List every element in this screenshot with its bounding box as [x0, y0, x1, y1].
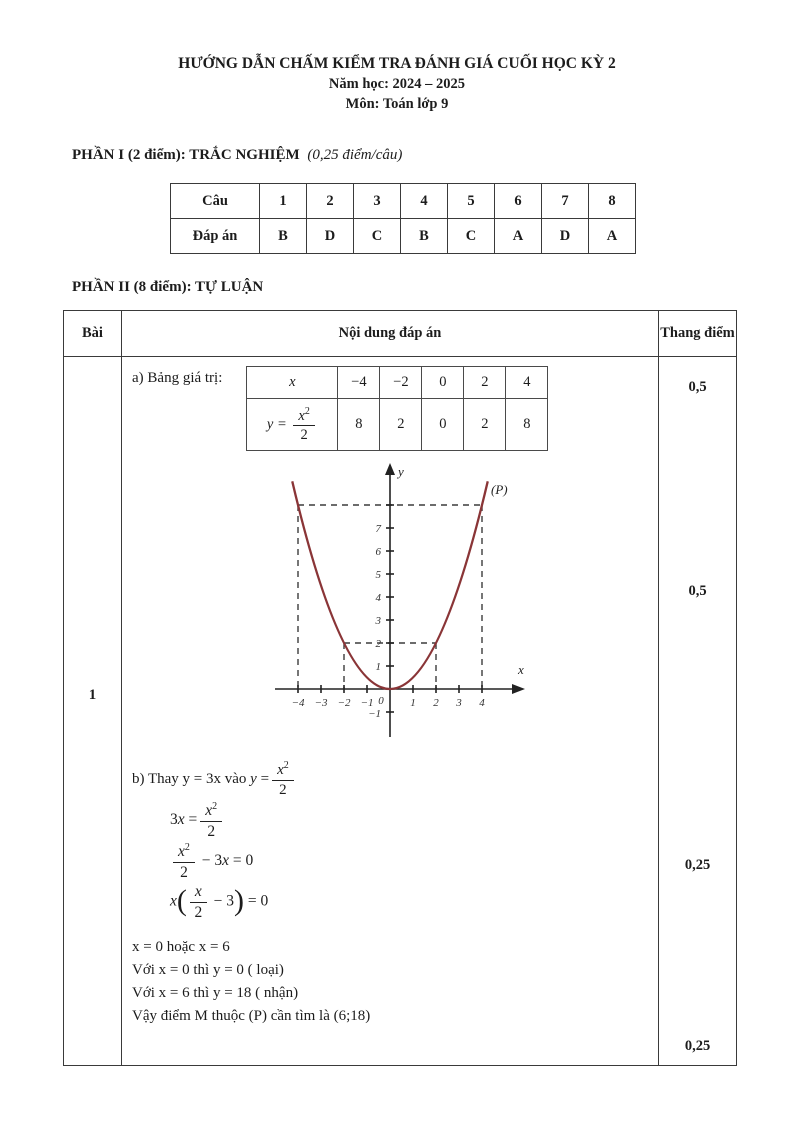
x-axis-label: x	[518, 662, 524, 677]
problem-number-cell	[64, 357, 122, 1065]
x-value: −4	[338, 367, 380, 399]
answer-value: B	[260, 219, 307, 254]
x-tick-label: 1	[410, 697, 416, 709]
x-squared-over-2-fraction	[173, 843, 195, 880]
x-value: −2	[380, 367, 422, 399]
score-graph: 0,5	[688, 583, 707, 599]
equals-zero: = 0	[247, 892, 269, 910]
section-a-label: a) Bảng giá trị:	[132, 370, 223, 386]
question-number: 5	[448, 184, 495, 219]
question-number: 7	[542, 184, 589, 219]
fraction-numerator-base: x	[298, 407, 305, 424]
value-table-x-row	[247, 367, 548, 399]
conclusion-block	[132, 936, 658, 1028]
answer-value: B	[401, 219, 448, 254]
score-section-a: 0,5	[688, 379, 707, 395]
equation-3	[170, 884, 658, 920]
y-tick-label: 2	[375, 638, 381, 650]
axes	[275, 473, 514, 737]
curve-name-label: (P)	[491, 482, 508, 497]
document-header	[0, 0, 794, 114]
fraction-numerator-exponent: 2	[212, 801, 218, 812]
part2-heading: PHẦN II (8 điểm): TỰ LUẬN	[72, 279, 264, 295]
equation-2	[170, 843, 658, 880]
answer-content-cell	[122, 357, 659, 1065]
question-number: 6	[495, 184, 542, 219]
score-section-b: 0,25	[684, 857, 711, 873]
y-negative-tick-label: −1	[368, 708, 381, 720]
parabola-graph	[240, 461, 658, 751]
open-paren: (	[176, 884, 187, 918]
minus-term: − 3	[213, 892, 235, 910]
fraction-numerator-exponent: 2	[304, 405, 310, 417]
answer-value: A	[589, 219, 636, 254]
minus-term: − 3	[201, 852, 223, 870]
answer-value: C	[448, 219, 495, 254]
fraction-numerator-exponent: 2	[283, 760, 289, 771]
section-b-intro-text: b) Thay y = 3x vào	[132, 770, 251, 787]
x-squared-over-2-fraction	[200, 802, 222, 839]
answer-row-label: Đáp án	[171, 219, 260, 254]
fraction-numerator-base: x	[277, 762, 284, 778]
section-a	[132, 366, 658, 451]
part1-heading	[72, 147, 794, 164]
y-tick-label: 3	[375, 615, 381, 627]
conclusion-line-1: x = 0 hoặc x = 6	[132, 939, 230, 956]
x-tick-label: −2	[337, 697, 351, 709]
equals-zero: = 0	[232, 852, 254, 870]
variable-x: x	[177, 811, 185, 829]
x-tick-label: 4	[479, 697, 485, 709]
y-value: 0	[422, 399, 464, 451]
subject-line: Môn: Toán lớp 9	[345, 96, 449, 112]
y-tick-label: 7	[375, 523, 381, 535]
equation-1	[170, 802, 658, 839]
fraction-denominator: 2	[180, 863, 188, 881]
equals-sign: =	[188, 811, 198, 829]
question-number: 1	[260, 184, 307, 219]
variable-x: x	[170, 892, 177, 910]
question-number: 3	[354, 184, 401, 219]
intro-variable: y	[250, 770, 257, 787]
conclusion-line-2: Với x = 0 thì y = 0 ( loại)	[132, 962, 284, 979]
fraction-denominator: 2	[194, 903, 203, 921]
fraction-numerator-base: x	[178, 843, 185, 861]
fraction-numerator-exponent: 2	[184, 842, 190, 854]
answer-value: D	[307, 219, 354, 254]
y-value: 2	[464, 399, 506, 451]
x-over-2-fraction	[190, 884, 207, 920]
question-number-row	[171, 184, 636, 219]
equals-sign: =	[260, 770, 270, 787]
y-tick-label: 4	[375, 592, 381, 604]
column-header-problem: Bài	[64, 311, 122, 357]
variable-x: x	[222, 852, 230, 870]
x-squared-over-2-fraction	[272, 761, 294, 798]
conclusion-line-3: Với x = 6 thì y = 18 ( nhận)	[132, 985, 299, 1002]
question-number: 8	[589, 184, 636, 219]
y-tick-label: 1	[375, 661, 381, 673]
essay-answer-table	[63, 310, 737, 1066]
y-tick-label: 5	[375, 569, 381, 581]
x-tick-label: −1	[360, 697, 374, 709]
answer-value: D	[542, 219, 589, 254]
part1-heading-note: (0,25 điểm/câu)	[307, 147, 403, 163]
question-row-label: Câu	[171, 184, 260, 219]
y-value: 2	[380, 399, 422, 451]
column-header-score: Thang điểm	[659, 311, 736, 357]
score-conclusion: 0,25	[684, 1038, 711, 1054]
y-axis-label: y	[398, 464, 404, 479]
question-number: 4	[401, 184, 448, 219]
y-header	[247, 399, 338, 451]
axis-labels	[396, 464, 524, 677]
x-header: x	[247, 367, 338, 399]
x-axis-arrow	[512, 684, 525, 694]
fraction-denominator: 2	[207, 822, 216, 840]
x-value: 0	[422, 367, 464, 399]
fraction-numerator-base: x	[205, 802, 213, 820]
y-axis-arrow	[385, 463, 395, 475]
multiple-choice-answer-table	[170, 183, 636, 254]
value-table-y-row	[247, 399, 548, 451]
fraction-denominator: 2	[279, 782, 287, 798]
y-value: 8	[506, 399, 548, 451]
answer-value: A	[495, 219, 542, 254]
section-b-intro	[132, 761, 658, 798]
x-tick-label: 3	[456, 697, 462, 709]
x-tick-label: 2	[433, 697, 439, 709]
x-value: 2	[464, 367, 506, 399]
fraction-numerator: x	[190, 884, 207, 903]
value-table	[246, 366, 548, 451]
score-cell	[659, 357, 736, 1065]
origin-label: 0	[378, 695, 384, 707]
y-tick-label: 6	[375, 546, 381, 558]
answer-value: C	[354, 219, 401, 254]
conclusion-line-4: Vậy điểm M thuộc (P) cần tìm là (6;18)	[132, 1008, 371, 1025]
part1-heading-text: PHẦN I (2 điểm): TRẮC NGHIỆM	[72, 147, 300, 163]
document-title: HƯỚNG DẪN CHẤM KIỂM TRA ĐÁNH GIÁ CUỐI HỌC KỲ 2	[178, 55, 616, 72]
x-tick-label: −3	[314, 697, 328, 709]
school-year: Năm học: 2024 – 2025	[328, 76, 466, 92]
x-value: 4	[506, 367, 548, 399]
x-tick-label: −4	[291, 697, 305, 709]
coefficient: 3	[170, 811, 178, 829]
question-number: 2	[307, 184, 354, 219]
y-formula-fraction	[293, 407, 314, 443]
parabola-graph-svg	[240, 461, 540, 746]
column-header-content: Nội dung đáp án	[122, 311, 659, 357]
y-formula-prefix: y =	[266, 415, 291, 432]
fraction-denominator: 2	[300, 426, 308, 443]
answer-row	[171, 219, 636, 254]
problem-number: 1	[88, 687, 97, 703]
close-paren: )	[234, 884, 245, 918]
y-value: 8	[338, 399, 380, 451]
